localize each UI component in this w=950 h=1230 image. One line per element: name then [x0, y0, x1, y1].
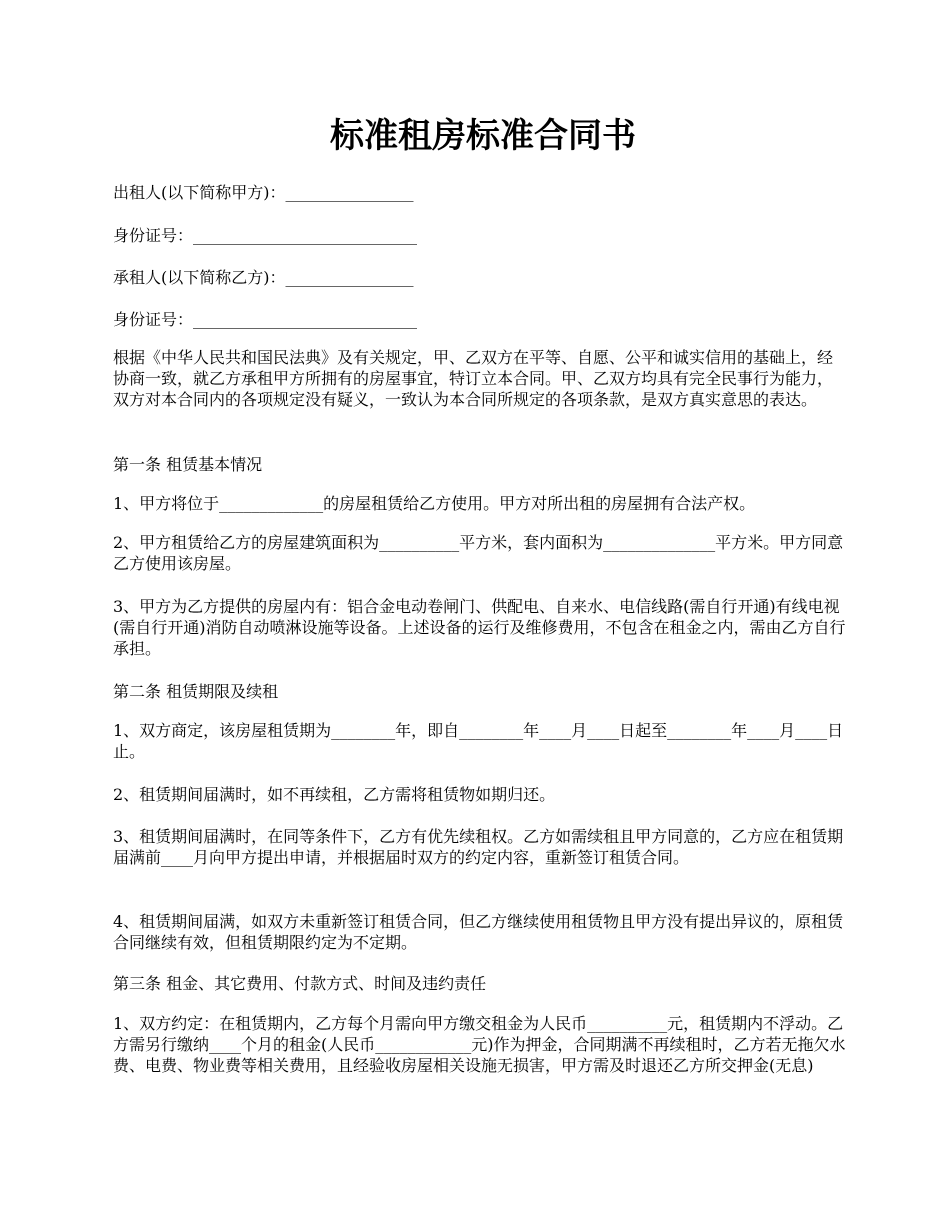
lessor-name-line: 出租人(以下简称甲方)：________________: [113, 183, 414, 202]
article-3-clause-1: 1、双方约定：在租赁期内，乙方每个月需向甲方缴交租金为人民币__________元，租赁期内不浮动。乙方需另行缴纳____个月的租金(人民币____________元)作为押金，合同期满不再续租时，乙方若无拖欠水费、电费、物业费等相关费用，且经验收房屋相关设施无损害，甲方需及时退还乙方所交押金(无息): [113, 1014, 846, 1075]
article-1-clause-1: 1、甲方将位于_____________的房屋租赁给乙方使用。甲方对所出租的房屋拥有合法产权。: [113, 494, 756, 513]
article-2-clause-2: 2、租赁期间届满时，如不再续租，乙方需将租赁物如期归还。: [113, 785, 556, 804]
article-2-clause-3: 3、租赁期间届满时，在同等条件下，乙方有优先续租权。乙方如需续租且甲方同意的，乙方应在租赁期届满前____月向甲方提出申请，并根据届时双方的约定内容，重新签订租赁合同。: [113, 827, 844, 867]
article-2-clause-1: 1、双方商定，该房屋租赁期为________年，即自________年____月____日起至________年____月____日止。: [113, 721, 844, 761]
contract-title: 标准租房标准合同书: [330, 116, 636, 156]
lessor-id-line: 身份证号：____________________________: [113, 226, 418, 245]
article-2-heading: 第二条 租赁期限及续租: [113, 682, 279, 701]
article-1-clause-2: 2、甲方租赁给乙方的房屋建筑面积为__________平方米，套内面积为______________平方米。甲方同意乙方使用该房屋。: [113, 533, 844, 573]
article-1-clause-3: 3、甲方为乙方提供的房屋内有：铝合金电动卷闸门、供配电、自来水、电信线路(需自行开通)有线电视(需自行开通)消防自动喷淋设施等设备。上述设备的运行及维修费用，不包含在租金之内，需由乙方自行承担。: [113, 597, 846, 658]
lessee-name-line: 承租人(以下简称乙方)：________________: [113, 268, 414, 287]
preamble-paragraph: 根据《中华人民共和国民法典》及有关规定，甲、乙双方在平等、自愿、公平和诚实信用的基础上，经协商一致，就乙方承租甲方所拥有的房屋事宜，特订立本合同。甲、乙双方均具有完全民事行为能力，双方对本合同内的各项规定没有疑义，一致认为本合同所规定的各项条款，是双方真实意思的表达。: [113, 348, 834, 409]
article-1-heading: 第一条 租赁基本情况: [113, 455, 263, 474]
lessee-id-line: 身份证号：____________________________: [113, 310, 418, 329]
article-2-clause-4: 4、租赁期间届满，如双方未重新签订租赁合同，但乙方继续使用租赁物且甲方没有提出异议的，原租赁合同继续有效，但租赁期限约定为不定期。: [113, 912, 844, 952]
article-3-heading: 第三条 租金、其它费用、付款方式、时间及违约责任: [113, 974, 487, 993]
